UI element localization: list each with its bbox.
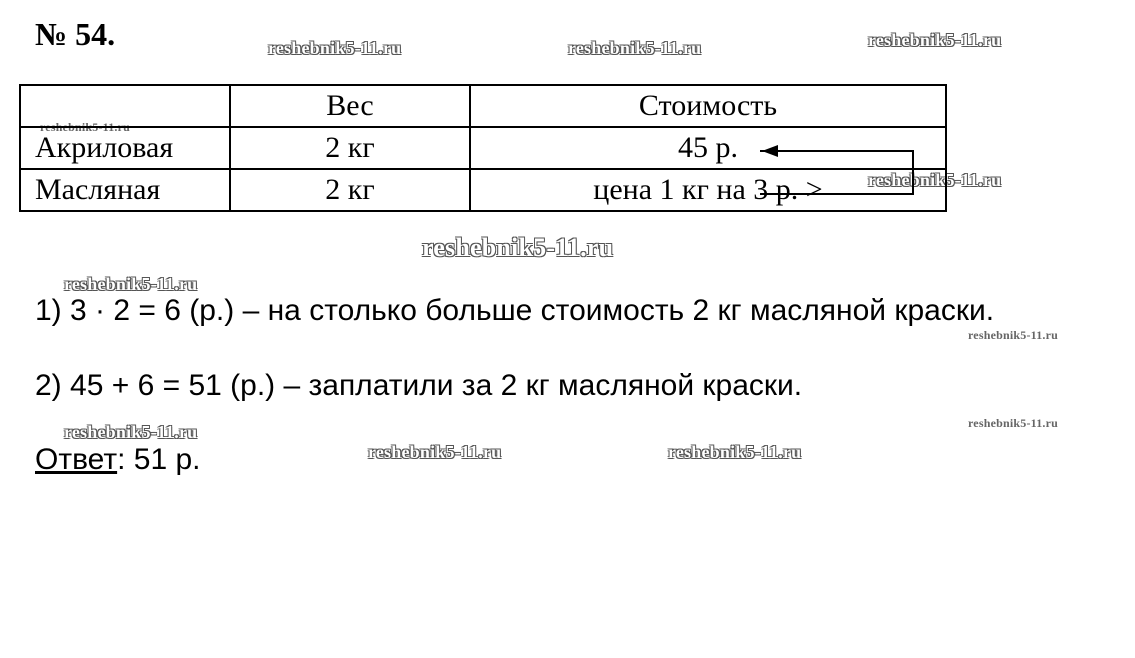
comparison-arrow-line — [760, 150, 914, 195]
table-header-row — [20, 85, 946, 127]
watermark: reshebnik5-11.ru — [868, 170, 1002, 190]
watermark: reshebnik5-11.ru — [968, 328, 1058, 342]
watermark: reshebnik5-11.ru — [368, 442, 502, 462]
watermark: reshebnik5-11.ru — [422, 233, 614, 262]
table-cell: Масляная — [20, 169, 230, 211]
watermark: reshebnik5-11.ru — [868, 30, 1002, 50]
watermark: reshebnik5-11.ru — [568, 38, 702, 58]
table-header-cell: Стоимость — [470, 85, 946, 127]
watermark: reshebnik5-11.ru — [40, 120, 130, 134]
table-cell: цена 1 кг на 3 р. > — [470, 169, 946, 211]
watermark: reshebnik5-11.ru — [968, 416, 1058, 430]
answer-label: Ответ — [35, 443, 118, 476]
table-cell: 2 кг — [230, 169, 470, 211]
table-header-cell: Вес — [230, 85, 470, 127]
table-header-cell — [20, 85, 230, 127]
answer-value: : 51 р. — [117, 443, 201, 476]
watermark: reshebnik5-11.ru — [64, 422, 198, 442]
solution-step-1: 1) 3 · 2 = 6 (р.) – на столько больше стоимость 2 кг масляной краски. — [35, 294, 995, 327]
watermark: reshebnik5-11.ru — [268, 38, 402, 58]
table-cell: Акриловая — [20, 127, 230, 169]
watermark: reshebnik5-11.ru — [668, 442, 802, 462]
table-cell: 45 р. — [470, 127, 946, 169]
answer-line — [35, 440, 201, 480]
problem-number: № 54. — [35, 16, 116, 52]
table-cell: 2 кг — [230, 127, 470, 169]
watermark: reshebnik5-11.ru — [64, 274, 198, 294]
arrow-head-icon — [762, 145, 778, 157]
solution-step-2: 2) 45 + 6 = 51 (р.) – заплатили за 2 кг масляной краски. — [35, 369, 803, 402]
